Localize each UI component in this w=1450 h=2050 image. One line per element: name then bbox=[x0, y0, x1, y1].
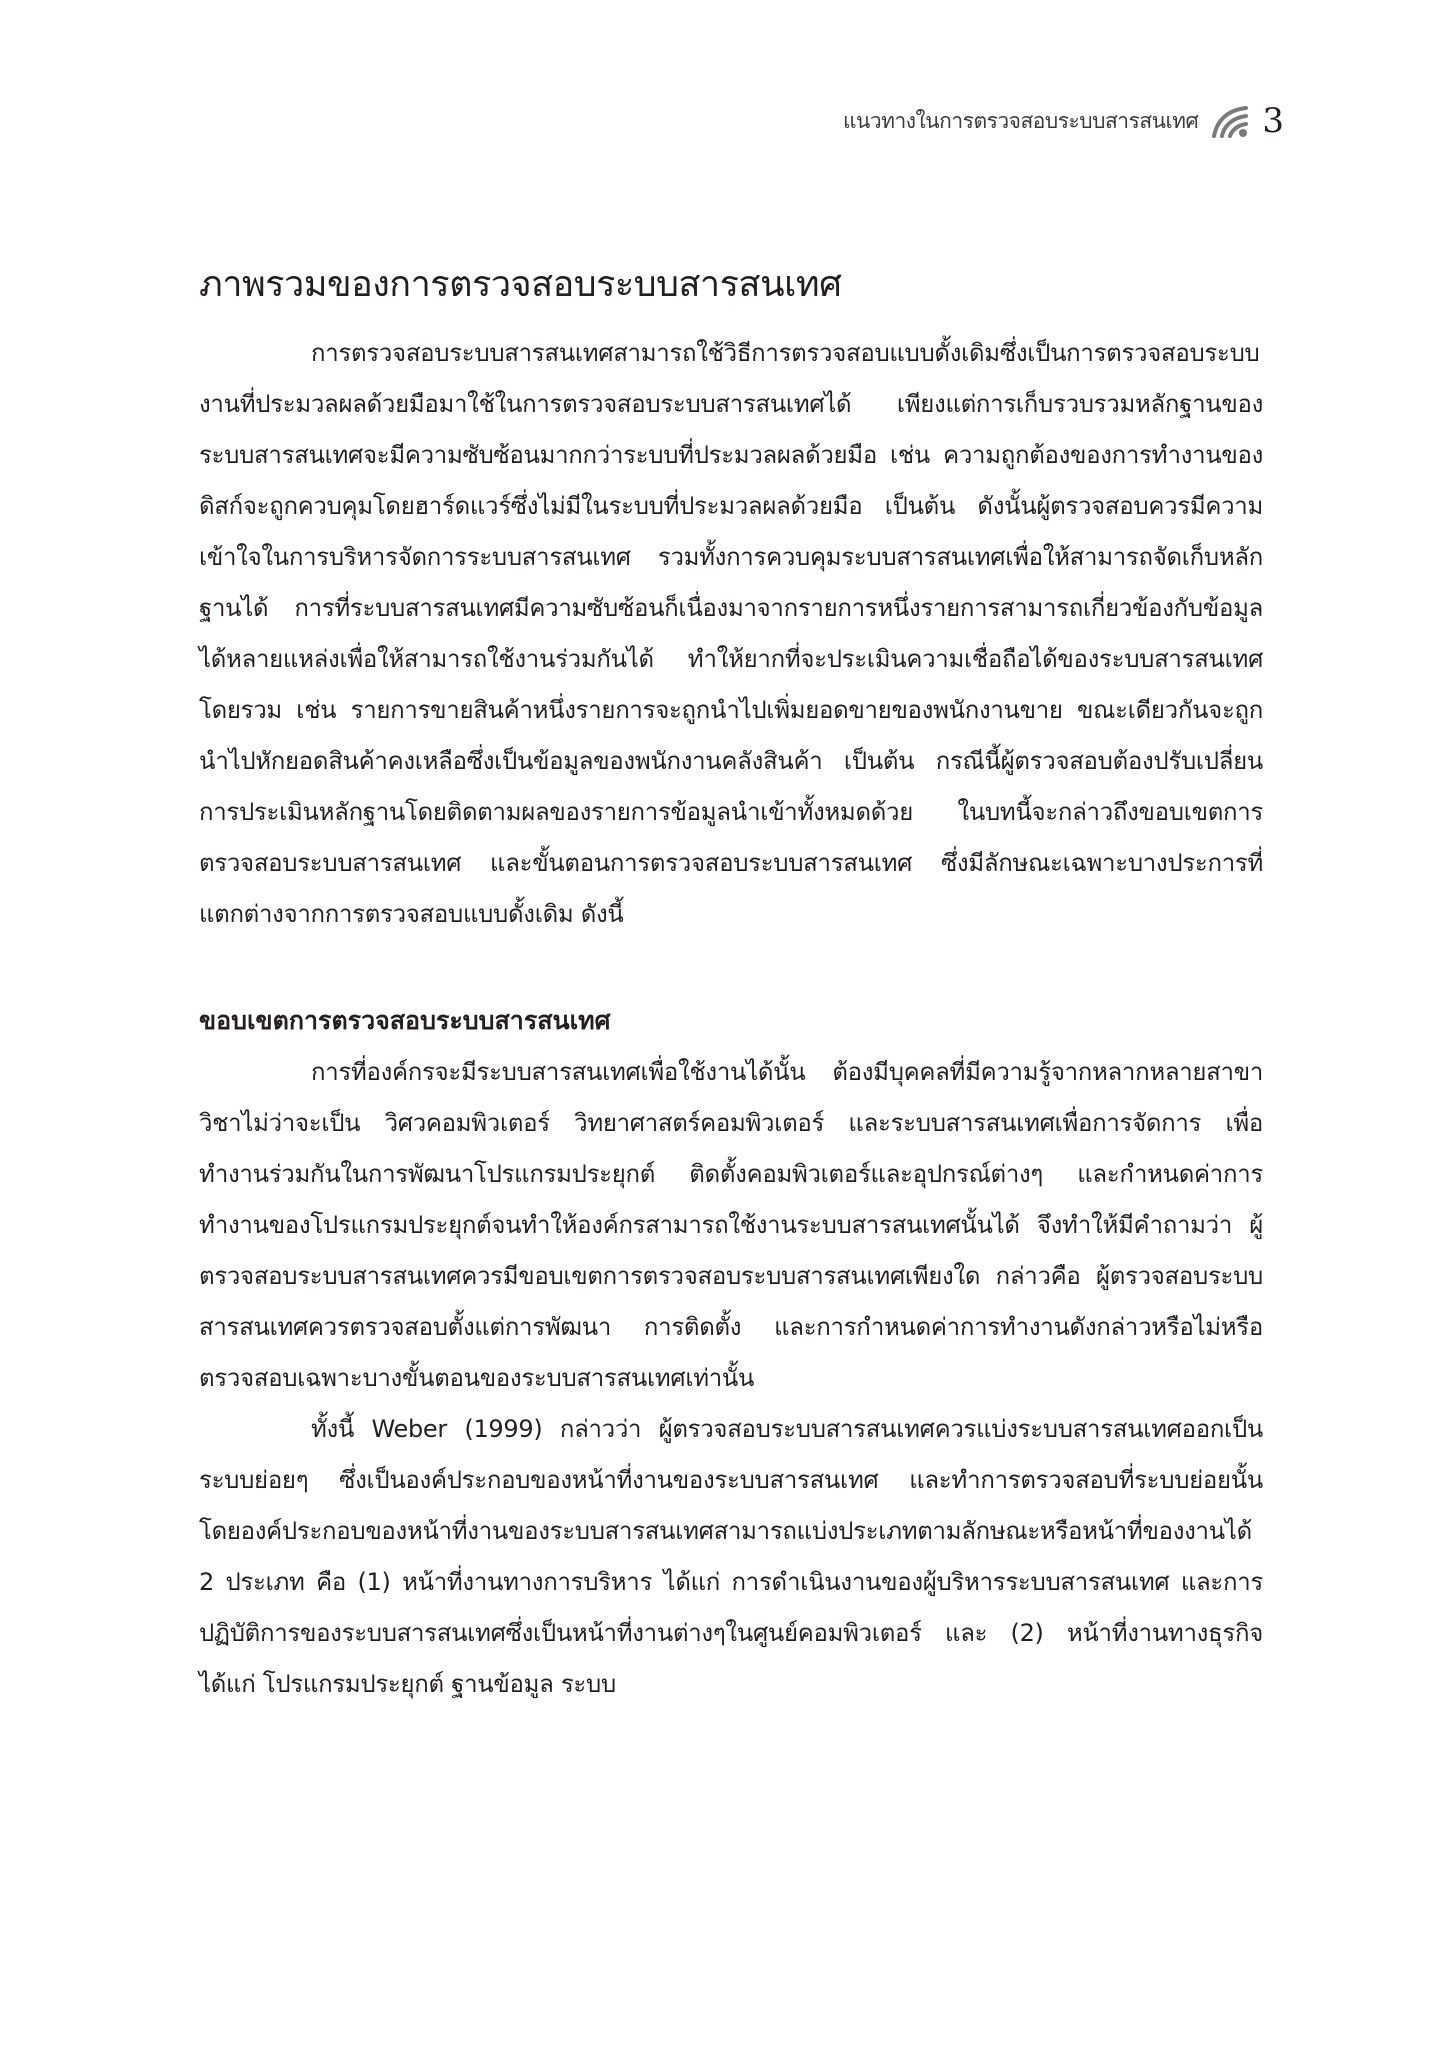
page-content bbox=[199, 255, 1263, 1710]
page-number: 3 bbox=[1262, 101, 1284, 141]
running-header bbox=[843, 96, 1284, 146]
section-title: ภาพรวมของการตรวจสอบระบบสารสนเทศ bbox=[199, 264, 842, 305]
running-header-title: แนวทางในการตรวจสอบระบบสารสนเทศ bbox=[842, 108, 1199, 133]
subsection-paragraph: ทั้งนี้ Weber (1999) กล่าวว่า ผู้ตรวจสอบระบบสารสนเทศควรแบ่งระบบสารสนเทศออกเป็นระบบย่อยๆ ซึ่งเป็นองค์ประกอบของหน้าที่งานของระบบสารสนเทศ และทำการตรวจสอบที่ระบบย่อยนั้น โดยองค์ประกอบของหน้าที่งานของระบบสารสนเทศสามารถแบ่งประเภทตามลักษณะหรือหน้าที่ของงานได้ 2 ประเภท คือ (1) หน้าที่งานทางการบริหาร ได้แก่ การดำเนินงานของผู้บริหารระบบสารสนเทศ และการปฏิบัติการของระบบสารสนเทศซึ่งเป็นหน้าที่งานต่างๆในศูนย์คอมพิวเตอร์ และ (2) หน้าที่งานทางธุรกิจ ได้แก่ โปรแกรมประยุกต์ ฐานข้อมูล ระบบ bbox=[199, 1415, 1263, 1698]
section-paragraph: การตรวจสอบระบบสารสนเทศสามารถใช้วิธีการตรวจสอบแบบดั้งเดิมซึ่งเป็นการตรวจสอบระบบงานที่ประมวลผลด้วยมือมาใช้ในการตรวจสอบระบบสารสนเทศได้ เพียงแต่การเก็บรวบรวมหลักฐานของระบบสารสนเทศจะมีความซับซ้อนมากกว่าระบบที่ประมวลผลด้วยมือ เช่น ความถูกต้องของการทำงานของดิสก์จะถูกควบคุมโดยฮาร์ดแวร์ซึ่งไม่มีในระบบที่ประมวลผลด้วยมือ เป็นต้น ดังนั้นผู้ตรวจสอบควรมีความเข้าใจในการบริหารจัดการระบบสารสนเทศ รวมทั้งการควบคุมระบบสารสนเทศเพื่อให้สามารถจัดเก็บหลักฐานได้ การที่ระบบสารสนเทศมีความซับซ้อนก็เนื่องมาจากรายการหนึ่งรายการสามารถเกี่ยวข้องกับข้อมูลได้หลายแหล่งเพื่อให้สามารถใช้งานร่วมกันได้ ทำให้ยากที่จะประเมินความเชื่อถือได้ของระบบสารสนเทศโดยรวม เช่น รายการขายสินค้าหนึ่งรายการจะถูกนำไปเพิ่มยอดขายของพนักงานขาย ขณะเดียวกันจะถูกนำไปหักยอดสินค้าคงเหลือซึ่งเป็นข้อมูลของพนักงานคลังสินค้า เป็นต้น กรณีนี้ผู้ตรวจสอบต้องปรับเปลี่ยนการประเมินหลักฐานโดยติดตามผลของรายการข้อมูลนำเข้าทั้งหมดด้วย ในบทนี้จะกล่าวถึงขอบเขตการตรวจสอบระบบสารสนเทศ และขั้นตอนการตรวจสอบระบบสารสนเทศ ซึ่งมีลักษณะเฉพาะบางประการที่แตกต่างจากการตรวจสอบแบบดั้งเดิม ดังนี้ bbox=[199, 339, 1263, 928]
subsection-paragraph: การที่องค์กรจะมีระบบสารสนเทศเพื่อใช้งานได้นั้น ต้องมีบุคคลที่มีความรู้จากหลากหลายสาขาวิชาไม่ว่าจะเป็น วิศวคอมพิวเตอร์ วิทยาศาสตร์คอมพิวเตอร์ และระบบสารสนเทศเพื่อการจัดการ เพื่อทำงานร่วมกันในการพัฒนาโปรแกรมประยุกต์ ติดตั้งคอมพิวเตอร์และอุปกรณ์ต่างๆ และกำหนดค่าการทำงานของโปรแกรมประยุกต์จนทำให้องค์กรสามารถใช้งานระบบสารสนเทศนั้นได้ จึงทำให้มีคำถามว่า ผู้ตรวจสอบระบบสารสนเทศควรมีขอบเขตการตรวจสอบระบบสารสนเทศเพียงใด กล่าวคือ ผู้ตรวจสอบระบบสารสนเทศควรตรวจสอบตั้งแต่การพัฒนา การติดตั้ง และการกำหนดค่าการทำงานดังกล่าวหรือไม่หรือตรวจสอบเฉพาะบางขั้นตอนของระบบสารสนเทศเท่านั้น bbox=[199, 1058, 1263, 1392]
subsection-title: ขอบเขตการตรวจสอบระบบสารสนเทศ bbox=[199, 1006, 611, 1035]
wave-arcs-icon bbox=[1208, 104, 1252, 138]
